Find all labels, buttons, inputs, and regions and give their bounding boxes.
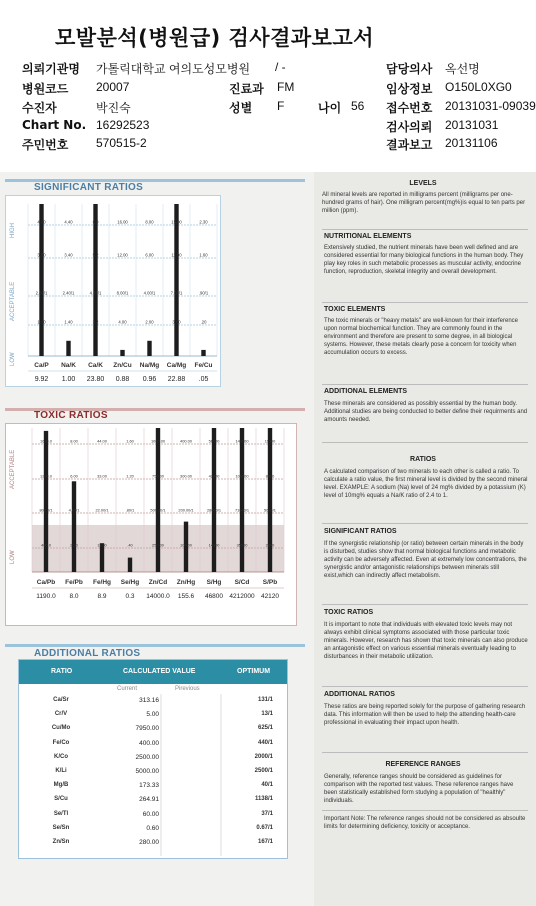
- reference-heading: REFERENCE RANGES: [385, 761, 461, 768]
- tick-label: 42000: [208, 473, 220, 479]
- tick-label: 1000.00: [150, 438, 166, 444]
- sub-current: Current: [117, 686, 138, 692]
- tick-label: 1.60: [37, 319, 46, 325]
- toxic-elements-heading: TOXIC ELEMENTS: [324, 306, 386, 313]
- additional-ratios-heading: ADDITIONAL RATIOS: [324, 691, 395, 698]
- bar-se-hg: [128, 558, 132, 572]
- divider: [322, 302, 528, 303]
- doctor-separator: / -: [275, 60, 286, 74]
- table-row: [19, 796, 287, 808]
- tick-label: 44.00: [97, 438, 107, 444]
- optimum-value: 1138/1: [254, 796, 273, 803]
- optimum-value: 2000/1: [254, 753, 273, 760]
- age-label: 나이: [318, 101, 342, 115]
- bar-ca-pb: [44, 431, 48, 572]
- tick-label: 1.20: [126, 473, 134, 479]
- examinee-label: 수진자: [22, 101, 57, 115]
- zone-acceptable-label: ACCEPTABLE: [10, 449, 16, 489]
- resident-label: 주민번호: [22, 138, 69, 152]
- tick-label: 56000: [208, 438, 220, 444]
- category-label: Zn/Cu: [113, 362, 132, 369]
- current-value: 60.00: [142, 810, 159, 818]
- tick-label: 4.00: [118, 319, 127, 325]
- nutritional-text: Extensively studied, the nutrient minerals have been well defined and are considered essential for many biological functions in the human body. They play key roles in such metabolic processes as muscular activity, endocrine function, reproduction, skeletal integrity and overall development.: [324, 245, 524, 275]
- sex-label: 성별: [229, 101, 253, 115]
- ratio-name: Se/Tl: [53, 810, 69, 817]
- tick-label: 71000/1: [234, 507, 250, 513]
- tick-label: .80/1: [125, 507, 135, 513]
- institution-value: 가톨릭대학교 여의도성모병원: [96, 62, 251, 76]
- tick-label: 1.60: [126, 438, 134, 444]
- tick-label: 200.00/1: [178, 507, 194, 513]
- category-label: S/Hg: [206, 579, 222, 586]
- tick-label: 15.00: [171, 219, 182, 225]
- category-label: Se/Hg: [120, 579, 140, 586]
- table-row: [19, 811, 287, 823]
- ratio-name: Cr/V: [54, 711, 68, 718]
- category-label: Zn/Hg: [176, 579, 196, 586]
- table-row: [19, 782, 287, 794]
- reference-text: Generally, reference ranges should be considered as guidelines for comparison with the reported test values. These reference ranges have been statistically established form studying a population of "healthly" individuals.: [324, 774, 514, 804]
- ratio-name: K/Co: [54, 753, 68, 760]
- divider: [322, 384, 528, 385]
- clinical-value: O150L0XG0: [445, 80, 512, 94]
- optimum-value: 625/1: [257, 725, 273, 732]
- tick-label: 5600/1: [264, 507, 276, 513]
- table-row: [19, 839, 287, 851]
- toxic-elements-text: The toxic minerals or "heavy metals" are well-known for their interference upon normal biochemical function. They are commonly found in the environment and therefore are present to some degree, in all biological systems. However, these metals clearly pose a concern for toxicity when accumulation occurs to excess.: [324, 318, 519, 356]
- tick-label: 33.00: [97, 473, 107, 479]
- value-label: .05: [198, 376, 209, 383]
- tick-label: 5.2: [92, 252, 99, 258]
- toxic-ratios-text: It is important to note that individuals with elevated toxic levels may not always exhibit clinical symptoms associated with those particular toxic minerals. However, research has shown that toxic minerals can also produce an antagonistic effect on various essential minerals eventually leading to disturbances in their metabolic utilization.: [324, 622, 528, 660]
- value-label: 14000.0: [146, 593, 170, 600]
- significant-ratios-text: If the synergistic relationship (or ratio) between certain minerals in the body is disturbed, studies show that normal biological functions and metabolic activity can be adversely affected. Even at extremely low concentrations, the synergistic and/or antagonistic relationships between minerals still exist,which can indirectly affect metabolism.: [324, 541, 527, 579]
- value-label: 8.0: [69, 593, 79, 600]
- ratio-name: Mg/B: [53, 782, 69, 789]
- ratio-name: Zn/Sn: [52, 839, 70, 845]
- bar-na-mg: [147, 341, 151, 356]
- category-label: Zn/Cd: [148, 579, 168, 586]
- receipt-value: 20131031-09039: [445, 99, 536, 113]
- category-label: Fe/Cu: [194, 362, 213, 369]
- tick-label: 12.00: [117, 252, 128, 258]
- category-label: Na/K: [61, 362, 76, 369]
- ratio-name: Cu/Mo: [51, 725, 71, 732]
- table-row: [19, 697, 287, 709]
- tick-label: 300.00: [180, 473, 192, 479]
- tick-label: 1600.0: [40, 438, 52, 444]
- zone-low-label: LOW: [10, 550, 16, 564]
- value-label: 0.3: [125, 593, 135, 600]
- optimum-value: 13/1: [261, 711, 273, 718]
- chart-no-value: 16292523: [96, 118, 150, 132]
- current-value: 5.00: [146, 711, 159, 719]
- zone-high-label: HIGH: [10, 223, 16, 238]
- value-label: 0.88: [115, 376, 130, 383]
- divider: [322, 442, 528, 443]
- tick-label: 14000: [208, 542, 220, 548]
- significant-plot: [6, 196, 220, 386]
- category-label: Ca/Mg: [166, 362, 187, 369]
- bar-s-cd: [240, 428, 244, 572]
- tick-label: 3.60: [37, 252, 46, 258]
- toxic-ratios-heading: TOXIC RATIOS: [324, 609, 374, 616]
- table-row: [19, 725, 287, 737]
- toxic-plot: [6, 424, 296, 625]
- report-label: 결과보고: [386, 138, 433, 152]
- institution-label: 의뢰기관명: [22, 62, 80, 76]
- category-label: Ca/P: [34, 362, 49, 369]
- tick-label: 2.60/1: [35, 290, 48, 296]
- tick-label: 22.00/1: [95, 507, 109, 513]
- value-label: 4212000: [229, 593, 255, 600]
- tick-label: 100.00: [180, 542, 192, 548]
- toxic-chart: [5, 423, 297, 626]
- bar-fe-cu: [201, 350, 205, 356]
- tick-label: 3.00: [172, 319, 181, 325]
- value-label: 155.6: [177, 593, 195, 600]
- bar-ca-mg: [174, 204, 178, 356]
- table-row: [19, 825, 287, 837]
- tick-label: 2.00: [70, 542, 78, 548]
- tick-label: 8.00: [145, 219, 154, 225]
- current-value: 2500.00: [135, 753, 159, 761]
- col-calculated: CALCULATED VALUE: [123, 668, 196, 675]
- ratio-name: Se/Sn: [52, 824, 70, 831]
- resident-value: 570515-2: [96, 136, 147, 150]
- clinical-label: 임상정보: [386, 82, 433, 96]
- tick-label: 11.00: [97, 542, 107, 548]
- tick-label: 6.00: [70, 473, 78, 479]
- tick-label: 8.00: [70, 438, 78, 444]
- tick-label: 35000: [236, 542, 248, 548]
- report-value: 20131106: [445, 136, 498, 150]
- dept-value: FM: [277, 80, 295, 94]
- tick-label: 1200.0: [40, 473, 52, 479]
- table-row: [19, 754, 287, 766]
- receipt-label: 접수번호: [386, 101, 433, 115]
- table-row: [19, 711, 287, 723]
- tick-label: 11.00: [171, 252, 182, 258]
- bar-zn-cu: [120, 350, 124, 356]
- divider: [322, 523, 528, 524]
- category-label: Fe/Hg: [92, 579, 112, 586]
- additional-elements-text: These minerals are considered as possibly essential by the human body. Additional studies are being conducted to better define their requirments and amounts needed.: [324, 401, 528, 423]
- value-label: 1.00: [61, 376, 76, 383]
- category-label: Na/Mg: [139, 362, 160, 369]
- levels-heading: LEVELS: [409, 180, 437, 187]
- col-optimum: OPTIMUM: [237, 668, 271, 675]
- zone-acceptable-label: ACCEPTABLE: [10, 281, 16, 321]
- ratio-name: S/Cu: [54, 796, 68, 803]
- tick-label: 11300: [264, 438, 276, 444]
- tick-label: 2.00: [145, 319, 154, 325]
- scanned-report: [0, 172, 536, 906]
- sub-previous: Pirevious: [175, 686, 200, 692]
- current-value: 400.00: [139, 739, 159, 747]
- divider: [322, 604, 528, 605]
- tick-label: 106000: [235, 473, 249, 479]
- value-label: 23.80: [86, 376, 105, 383]
- ratios-text: A calculated comparison of two minerals to each other is called a ratio. To calculate a ratio value, the first mineral level is divided by the second mineral level. EXAMPLE: A sodium (Na) level of 24 mg% divided by a potassium (K) level of 10mg% equals a Na/K ratio of 2.4 to 1.: [324, 469, 528, 499]
- tick-label: 250.00: [152, 542, 164, 548]
- sex-value: F: [277, 99, 285, 113]
- tick-label: 1.40: [64, 319, 73, 325]
- current-value: 7950.00: [135, 725, 159, 733]
- additional-heading: ADDITIONAL RATIOS: [34, 648, 141, 659]
- category-label: S/Pb: [262, 579, 278, 586]
- value-label: 0.96: [142, 376, 157, 383]
- ratios-heading: RATIOS: [410, 456, 436, 463]
- report-right-column: [314, 172, 536, 906]
- additional-ratios-table: [18, 659, 288, 859]
- tick-label: 4.00/1: [143, 290, 156, 296]
- levels-text: All mineral levels are reported in milligrams percent (milligrams per one-hundred grams of hair). One milligram percent(mg%)is equal to ten parts per million (ppm).: [322, 192, 526, 214]
- report-left-column: [0, 172, 312, 906]
- optimum-value: 0.67/1: [256, 824, 273, 831]
- value-label: 22.88: [167, 376, 186, 383]
- tick-label: 28000/1: [206, 507, 222, 513]
- tick-label: 2.30: [199, 219, 208, 225]
- tick-label: 6.0: [92, 219, 99, 225]
- tick-label: 7.00/1: [170, 290, 183, 296]
- significant-heading: SIGNIFICANT RATIOS: [34, 182, 144, 193]
- divider: [322, 810, 528, 811]
- tick-label: 1.60: [199, 252, 208, 258]
- bar-s-hg: [212, 428, 216, 572]
- current-value: 0.60: [146, 824, 159, 832]
- optimum-value: 440/1: [257, 739, 273, 746]
- tick-label: 800.0/1: [39, 507, 53, 513]
- hospital-code-label: 병원코드: [22, 82, 69, 96]
- value-label: 1190.0: [36, 593, 56, 600]
- optimum-value: 37/1: [261, 810, 273, 817]
- value-label: 9.92: [34, 376, 49, 383]
- tick-label: 400.0: [41, 542, 51, 548]
- col-ratio: RATIO: [51, 668, 73, 675]
- ratio-name: Ca/Sr: [53, 697, 69, 703]
- doctor-label: 담당의사: [386, 62, 433, 76]
- current-value: 313.16: [139, 697, 159, 704]
- examinee-value: 박진숙: [96, 101, 131, 115]
- current-value: 280.00: [139, 839, 159, 846]
- current-value: 264.91: [139, 796, 159, 804]
- request-label: 검사의뢰: [386, 120, 433, 134]
- tick-label: 400.00: [180, 438, 192, 444]
- table-row: [19, 768, 287, 780]
- ratio-name: Fe/Co: [52, 739, 70, 746]
- tick-label: 3.40: [64, 252, 73, 258]
- hospital-code-value: 20007: [96, 80, 130, 94]
- zone-low-label: LOW: [10, 352, 16, 366]
- value-label: 46800: [204, 593, 224, 600]
- tick-label: 16.00: [117, 219, 128, 225]
- section-rule: [5, 644, 305, 647]
- tick-label: .20: [200, 319, 207, 325]
- tick-label: 8.00/1: [116, 290, 129, 296]
- category-label: Ca/K: [88, 362, 103, 369]
- age-value: 56: [351, 99, 365, 113]
- current-value: 173.33: [139, 782, 159, 790]
- category-label: Fe/Pb: [65, 579, 83, 586]
- current-value: 5000.00: [135, 768, 159, 775]
- bar-s-pb: [268, 428, 272, 572]
- ratio-name: K/Li: [55, 768, 67, 774]
- tick-label: 2.40/1: [62, 290, 75, 296]
- tick-label: 3.2: [92, 319, 99, 325]
- additional-elements-heading: ADDITIONAL ELEMENTS: [324, 388, 408, 395]
- doctor-value: 옥선명: [445, 62, 480, 76]
- tick-label: 8500: [265, 473, 275, 479]
- category-label: S/Cd: [234, 579, 250, 586]
- significant-chart: [5, 195, 221, 387]
- tick-label: 4.40: [64, 219, 73, 225]
- tick-label: 500.00/1: [150, 507, 166, 513]
- tick-label: 4.35/1: [89, 290, 102, 296]
- bar-ca-k: [93, 204, 97, 356]
- tick-label: .40: [127, 542, 133, 548]
- category-label: Ca/Pb: [36, 579, 56, 586]
- significant-ratios-heading: SIGNIFICANT RATIOS: [324, 528, 397, 535]
- reference-note: Important Note: The reference ranges should not be considered as absoulte limits for determining deficiency, toxicity or acceptance.: [324, 816, 526, 830]
- bar-zn-cd: [156, 428, 160, 572]
- tick-label: 4.00: [37, 219, 46, 225]
- chart-no-label: Chart No.: [22, 118, 87, 132]
- optimum-value: 131/1: [257, 697, 273, 703]
- value-label: 42120: [260, 593, 280, 600]
- toxic-heading: TOXIC RATIOS: [34, 410, 108, 421]
- bar-na-k: [66, 341, 70, 356]
- tick-label: 2800: [265, 542, 275, 548]
- tick-label: 142000: [235, 438, 249, 444]
- value-label: 8.9: [97, 593, 107, 600]
- divider: [322, 229, 528, 230]
- dept-label: 진료과: [229, 82, 264, 96]
- tick-label: 6.00: [145, 252, 154, 258]
- tick-label: 4.00/1: [68, 507, 80, 513]
- bar-fe-hg: [100, 543, 104, 572]
- report-title: 모발분석(병원급) 검사결과보고서: [55, 26, 375, 50]
- tick-label: 750.00: [152, 473, 164, 479]
- table-row: [19, 740, 287, 752]
- request-value: 20131031: [445, 118, 499, 132]
- bar-ca-p: [39, 204, 43, 356]
- optimum-value: 167/1: [257, 839, 273, 845]
- divider: [322, 752, 528, 753]
- nutritional-heading: NUTRITIONAL ELEMENTS: [324, 233, 412, 240]
- tick-label: .90/1: [198, 290, 209, 296]
- additional-ratios-text: These ratios are being reported solely for the purpose of gathering research data. This information will then be used to help the attending health-care professional in evaluating their impact upon health.: [324, 704, 526, 726]
- optimum-value: 2500/1: [254, 768, 273, 774]
- bar-fe-pb: [72, 481, 76, 572]
- divider: [322, 686, 528, 687]
- optimum-value: 40/1: [261, 782, 273, 789]
